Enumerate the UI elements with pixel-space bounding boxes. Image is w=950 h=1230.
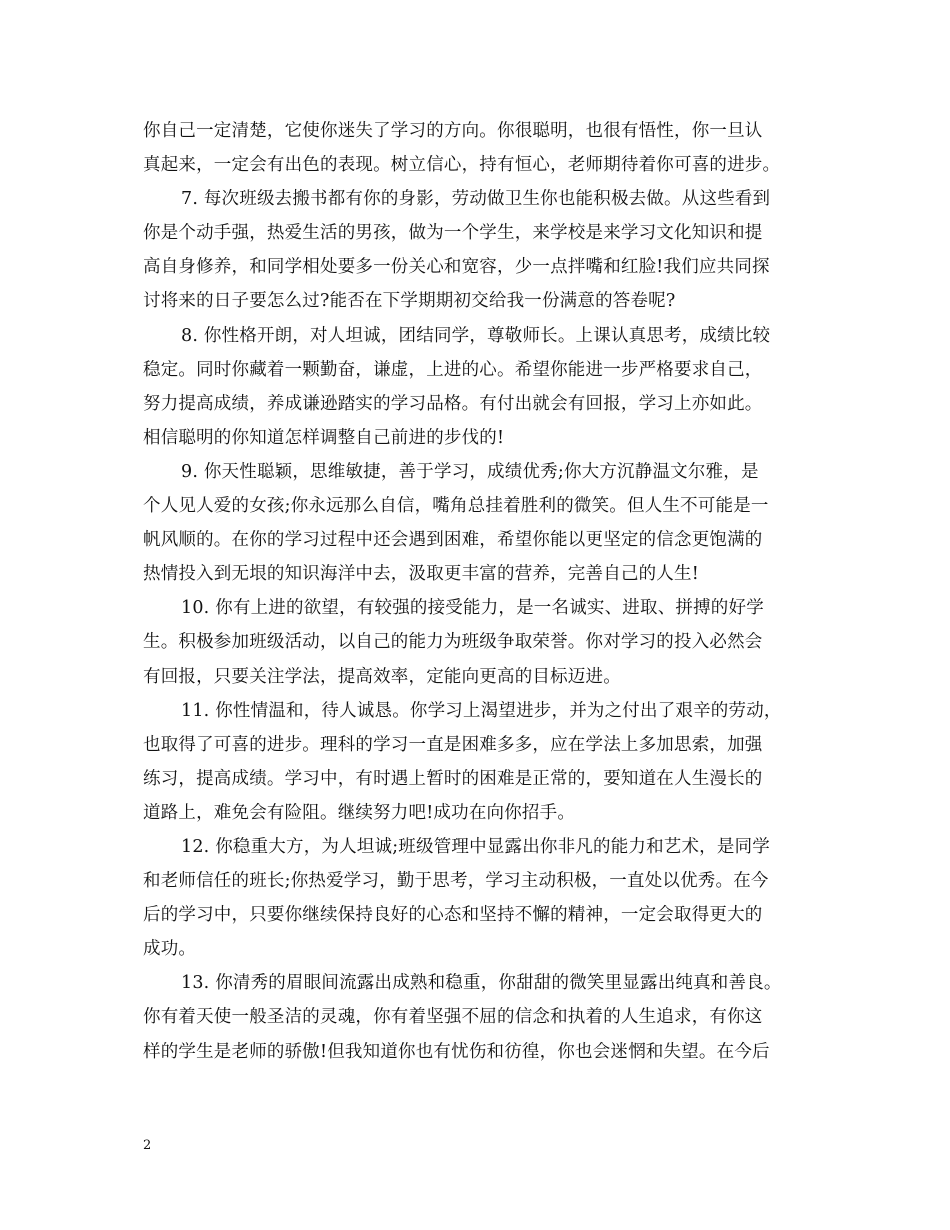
text-line: 道路上，难免会有险阻。继续努力吧!成功在向你招手。 [143, 802, 576, 823]
text-line: 生。积极参加班级活动，以自己的能力为班级争取荣誉。你对学习的投入必然会 [143, 632, 763, 653]
text-line: 后的学习中，只要你继续保持良好的心态和坚持不懈的精神，一定会取得更大的 [143, 905, 763, 926]
paragraph-12-start: 12. 你稳重大方，为人坦诚;班级管理中显露出你非凡的能力和艺术，是同学 [181, 836, 770, 857]
text-line: 你是个动手强，热爱生活的男孩，做为一个学生，来学校是来学习文化知识和提 [143, 223, 763, 244]
text-line: 也取得了可喜的进步。理科的学习一直是困难多多，应在学法上多加思索，加强 [143, 734, 763, 755]
text-line: 努力提高成绩，养成谦逊踏实的学习品格。有付出就会有回报，学习上亦如此。 [143, 393, 763, 414]
text-line: 相信聪明的你知道怎样调整自己前进的步伐的! [143, 427, 505, 448]
text-line: 个人见人爱的女孩;你永远那么自信，嘴角总挂着胜利的微笑。但人生不可能是一 [143, 496, 769, 517]
text-line: 样的学生是老师的骄傲!但我知道你也有忧伤和彷徨，你也会迷惘和失望。在今后 [143, 1041, 770, 1062]
paragraph-11-start: 11. 你性情温和，待人诚恳。你学习上渴望进步，并为之付出了艰辛的劳动， [181, 700, 782, 721]
paragraph-7-start: 7. 每次班级去搬书都有你的身影，劳动做卫生你也能积极去做。从这些看到 [181, 189, 771, 210]
text-line: 稳定。同时你藏着一颗勤奋，谦虚，上进的心。希望你能进一步严格要求自己， [143, 359, 763, 380]
page-number: 2 [143, 1138, 152, 1153]
document-body [143, 114, 823, 1069]
paragraph-13-start: 13. 你清秀的眉眼间流露出成熟和稳重，你甜甜的微笑里显露出纯真和善良。 [181, 973, 782, 994]
text-line: 帆风顺的。在你的学习过程中还会遇到困难，希望你能以更坚定的信念更饱满的 [143, 530, 763, 551]
text-line: 有回报，只要关注学法，提高效率，定能向更高的目标迈进。 [143, 666, 621, 687]
paragraph-10-start: 10. 你有上进的欲望，有较强的接受能力，是一名诚实、进取、拼搏的好学 [181, 598, 764, 619]
text-line: 高自身修养，和同学相处要多一份关心和宽容，少一点拌嘴和红脸!我们应共同探 [143, 257, 770, 278]
paragraph-9-start: 9. 你天性聪颖，思维敏捷，善于学习，成绩优秀;你大方沉静温文尔雅，是 [181, 461, 759, 482]
text-line: 和老师信任的班长;你热爱学习，勤于思考，学习主动积极，一直处以优秀。在今 [143, 871, 769, 892]
text-line: 热情投入到无垠的知识海洋中去，汲取更丰富的营养，完善自己的人生! [143, 564, 699, 585]
text-line: 你有着天使一般圣洁的灵魂，你有着坚强不屈的信念和执着的人生追求，有你这 [143, 1007, 763, 1028]
text-line: 成功。 [143, 939, 197, 960]
text-line: 真起来，一定会有出色的表现。树立信心，持有恒心，老师期待着你可喜的进步。 [143, 155, 781, 176]
text-line: 练习，提高成绩。学习中，有时遇上暂时的困难是正常的，要知道在人生漫长的 [143, 768, 763, 789]
text-line: 讨将来的日子要怎么过?能否在下学期期初交给我一份满意的答卷呢? [143, 291, 676, 312]
text-line: 你自己一定清楚，它使你迷失了学习的方向。你很聪明，也很有悟性，你一旦认 [143, 121, 763, 141]
paragraph-8-start: 8. 你性格开朗，对人坦诚，团结同学，尊敬师长。上课认真思考，成绩比较 [181, 325, 771, 346]
